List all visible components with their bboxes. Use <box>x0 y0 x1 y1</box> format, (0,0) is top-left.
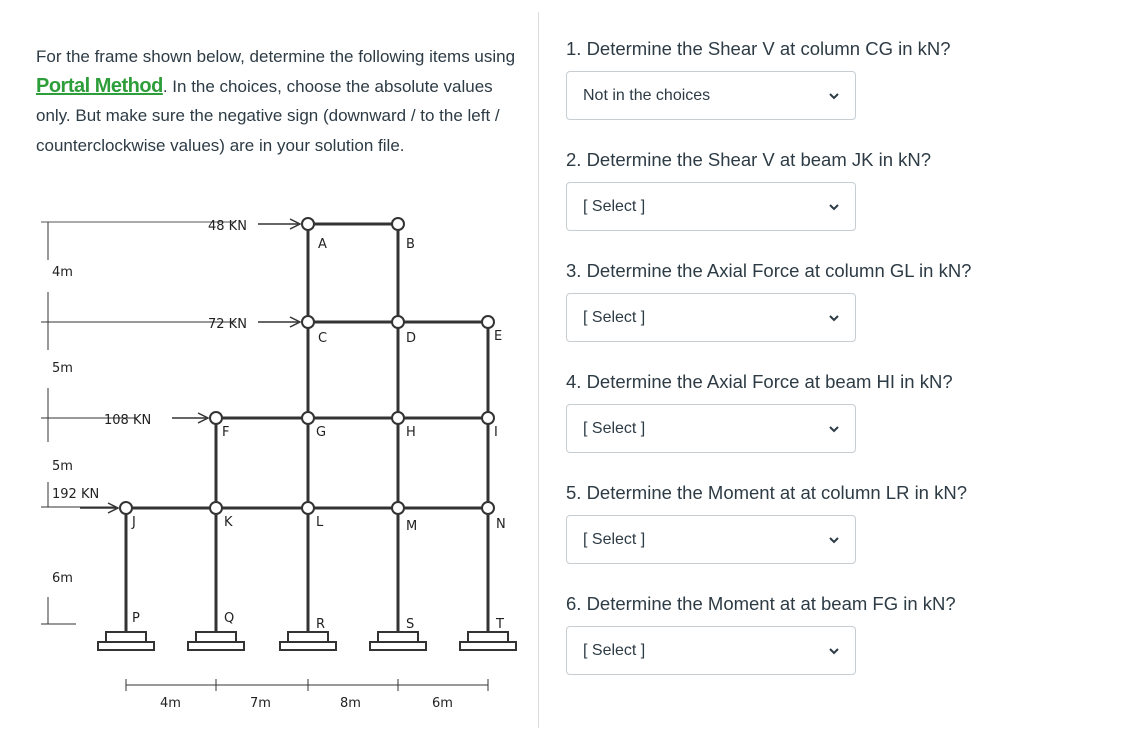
joint-label-K: K <box>224 515 233 530</box>
column-divider <box>538 12 539 728</box>
height-label-3: 5m <box>52 459 73 474</box>
height-label-1: 4m <box>52 265 73 280</box>
question-5-label: 5. Determine the Moment at at column LR in kN? <box>566 482 968 503</box>
joint-label-D: D <box>406 331 417 346</box>
question-3-select[interactable] <box>566 293 856 342</box>
question-1 <box>566 38 1036 104</box>
question-2-selected-value: [ Select ] <box>583 197 646 215</box>
joint-label-P: P <box>132 611 140 626</box>
chevron-down-icon <box>827 89 841 103</box>
question-6-select[interactable] <box>566 626 856 675</box>
question-1-selected-value: Not in the choices <box>583 86 711 104</box>
height-label-4: 6m <box>52 571 73 586</box>
joint-label-J: J <box>132 515 136 530</box>
span-label-2: 7m <box>250 696 271 711</box>
question-5 <box>566 482 1036 548</box>
chevron-down-icon <box>827 533 841 547</box>
joint-label-S: S <box>406 617 415 632</box>
question-1-select[interactable] <box>566 71 856 120</box>
question-3 <box>566 260 1036 326</box>
intro-text-before: For the frame shown below, determine the following items using <box>36 47 516 66</box>
question-intro <box>36 42 526 160</box>
question-2 <box>566 149 1036 215</box>
joint-label-M: M <box>406 519 418 534</box>
span-label-1: 4m <box>160 696 181 711</box>
portal-method-link[interactable]: Portal Method <box>36 74 163 97</box>
load-label-72: 72 KN <box>208 317 247 332</box>
joint-label-I: I <box>494 425 498 440</box>
height-label-2: 5m <box>52 361 73 376</box>
joint-label-N: N <box>496 517 506 532</box>
joint-label-G: G <box>316 425 327 440</box>
question-4 <box>566 371 1036 437</box>
question-1-label: 1. Determine the Shear V at column CG in kN? <box>566 38 951 59</box>
load-label-192: 192 KN <box>52 487 100 502</box>
joint-label-E: E <box>494 329 503 344</box>
joint-label-Q: Q <box>224 611 235 626</box>
intro-text-after: . In the choices, choose the absolute values only. But make sure the negative sign (downward / to the left / counterclockwise values) are in your solution file. <box>36 76 500 155</box>
joint-label-C: C <box>318 331 328 346</box>
load-label-108: 108 KN <box>104 413 152 428</box>
question-5-selected-value: [ Select ] <box>583 530 646 548</box>
joint-label-T: T <box>496 617 504 632</box>
joint-label-B: B <box>406 237 415 252</box>
question-6-selected-value: [ Select ] <box>583 641 646 659</box>
chevron-down-icon <box>827 644 841 658</box>
joint-label-L: L <box>316 515 324 530</box>
question-2-select[interactable] <box>566 182 856 231</box>
span-label-3: 8m <box>340 696 361 711</box>
question-2-label: 2. Determine the Shear V at beam JK in kN? <box>566 149 932 170</box>
question-4-selected-value: [ Select ] <box>583 419 646 437</box>
span-label-4: 6m <box>432 696 453 711</box>
joint-label-R: R <box>316 617 326 632</box>
question-6 <box>566 593 1036 659</box>
joint-label-A: A <box>318 237 327 252</box>
load-label-48: 48 KN <box>208 219 247 234</box>
chevron-down-icon <box>827 200 841 214</box>
joint-label-F: F <box>222 425 230 440</box>
question-4-label: 4. Determine the Axial Force at beam HI in kN? <box>566 371 953 392</box>
question-3-selected-value: [ Select ] <box>583 308 646 326</box>
frame-diagram <box>36 212 536 732</box>
question-5-select[interactable] <box>566 515 856 564</box>
question-3-label: 3. Determine the Axial Force at column GL in kN? <box>566 260 972 281</box>
chevron-down-icon <box>827 311 841 325</box>
joint-label-H: H <box>406 425 416 440</box>
chevron-down-icon <box>827 422 841 436</box>
intro-paragraph <box>36 42 526 160</box>
question-4-select[interactable] <box>566 404 856 453</box>
question-6-label: 6. Determine the Moment at at beam FG in kN? <box>566 593 956 614</box>
